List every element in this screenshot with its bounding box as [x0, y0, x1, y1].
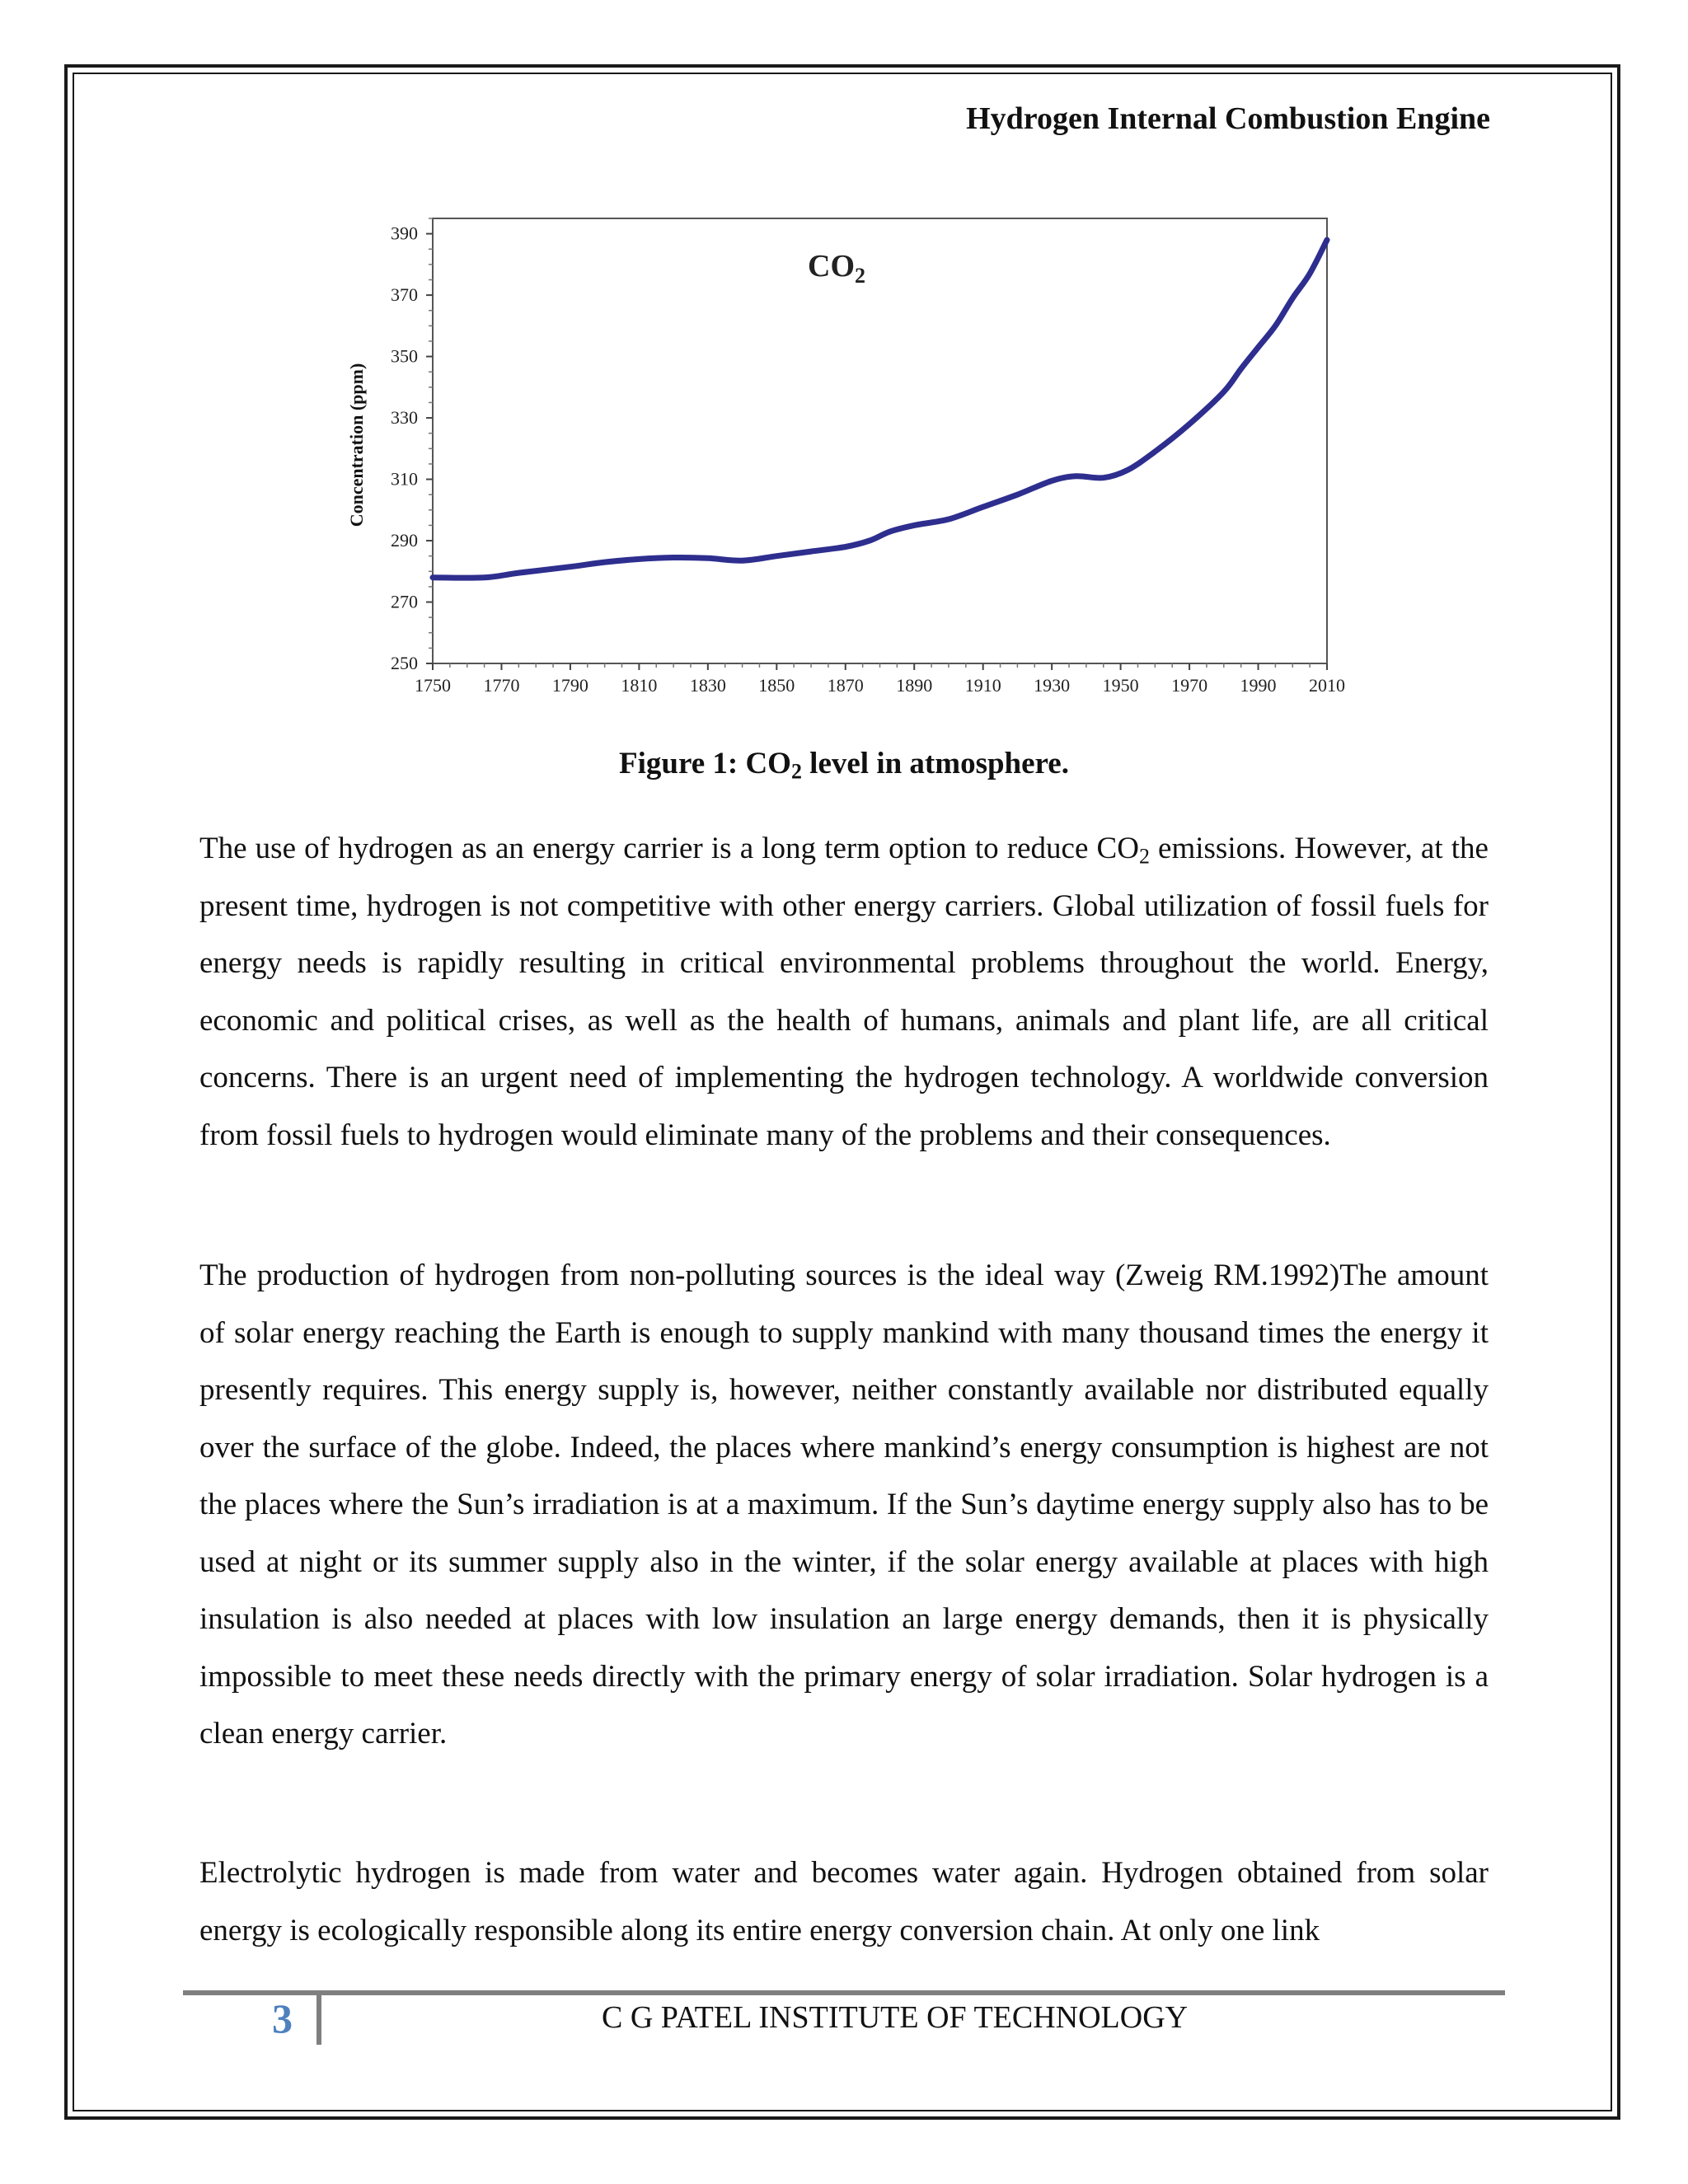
x-tick-label: 1830 — [689, 675, 726, 696]
chart-y-axis — [391, 223, 433, 673]
chart-minor-ticks — [429, 218, 1327, 668]
figure-caption: Figure 1: $CO_2$ level in atmosphere. — [619, 747, 1069, 784]
paragraph-1: The use of hydrogen as an energy carrier is a long term option to reduce $CO_2$ emissions. However, at the present time, hydrogen is not competitive with other energy carriers. Global utilization of fossil fuels for energy needs is rapidly resulting in critical environmental problems throughout the world. Energy, economic and political crises, as well as the health of humans, animals and plant life, are all critical concerns. There is an urgent need of implementing the hydrogen technology. A worldwide conversion from fossil fuels to hydrogen would eliminate many of the problems and their consequences. — [199, 832, 1489, 1152]
co2-line-chart — [338, 206, 1376, 709]
page-header-title: Hydrogen Internal Combustion Engine — [966, 101, 1490, 136]
x-tick-label: 1770 — [483, 675, 520, 696]
footer-institute: C G PATEL INSTITUTE OF TECHNOLOGY — [602, 2000, 1189, 2035]
y-tick-label: 330 — [391, 407, 418, 429]
footer-rule — [183, 1990, 1505, 1995]
co2-figure — [338, 206, 1376, 709]
chart-title: $CO_2$ — [808, 249, 865, 288]
x-tick-label: 1790 — [551, 675, 588, 696]
page-number: 3 — [272, 1995, 293, 2041]
y-tick-label: 370 — [391, 284, 418, 306]
x-tick-label: 2010 — [1309, 675, 1345, 696]
x-tick-label: 1810 — [621, 675, 658, 696]
chart-title-subscript: 2 — [855, 264, 865, 288]
co2-series-line — [433, 240, 1327, 578]
footer-separator — [316, 1995, 321, 2045]
y-tick-label: 390 — [391, 223, 418, 244]
x-tick-label: 1890 — [896, 675, 933, 696]
x-tick-label: 1870 — [827, 675, 864, 696]
y-tick-label: 310 — [391, 468, 418, 490]
x-tick-label: 1990 — [1240, 675, 1277, 696]
chart-x-axis — [415, 663, 1345, 696]
y-tick-label: 350 — [391, 345, 418, 367]
x-tick-label: 1950 — [1102, 675, 1139, 696]
x-tick-label: 1910 — [964, 675, 1001, 696]
x-tick-label: 1750 — [415, 675, 451, 696]
paragraph-2: The production of hydrogen from non-polluting sources is the ideal way (Zweig RM.1992)The amount of solar energy reaching the Earth is enough to supply mankind with many thousand times the energy it presently requires. This energy supply is, however, neither constantly available nor distributed equally over the surface of the globe. Indeed, the places where mankind’s energy consumption is highest are not the places where the Sun’s irradiation is at a maximum. If the Sun’s daytime energy supply also has to be used at night or its summer supply also in the winter, if the solar energy available at places with high insulation is also needed at places with low insulation an large energy demands, then it is physically impossible to meet these needs directly with the primary energy of solar irradiation. Solar hydrogen is a clean energy carrier. — [199, 1258, 1489, 1750]
x-tick-label: 1850 — [758, 675, 795, 696]
chart-y-axis-label: Concentration (ppm) — [346, 363, 367, 527]
y-tick-label: 290 — [391, 530, 418, 551]
y-tick-label: 270 — [391, 591, 418, 612]
y-tick-label: 250 — [391, 653, 418, 673]
paragraph-3: Electrolytic hydrogen is made from water and becomes water again. Hydrogen obtained from solar energy is ecologically responsible along its entire energy conversion chain. At only one link — [199, 1856, 1489, 1947]
x-tick-label: 1930 — [1034, 675, 1071, 696]
x-tick-label: 1970 — [1171, 675, 1208, 696]
chart-plot-frame — [433, 218, 1327, 663]
